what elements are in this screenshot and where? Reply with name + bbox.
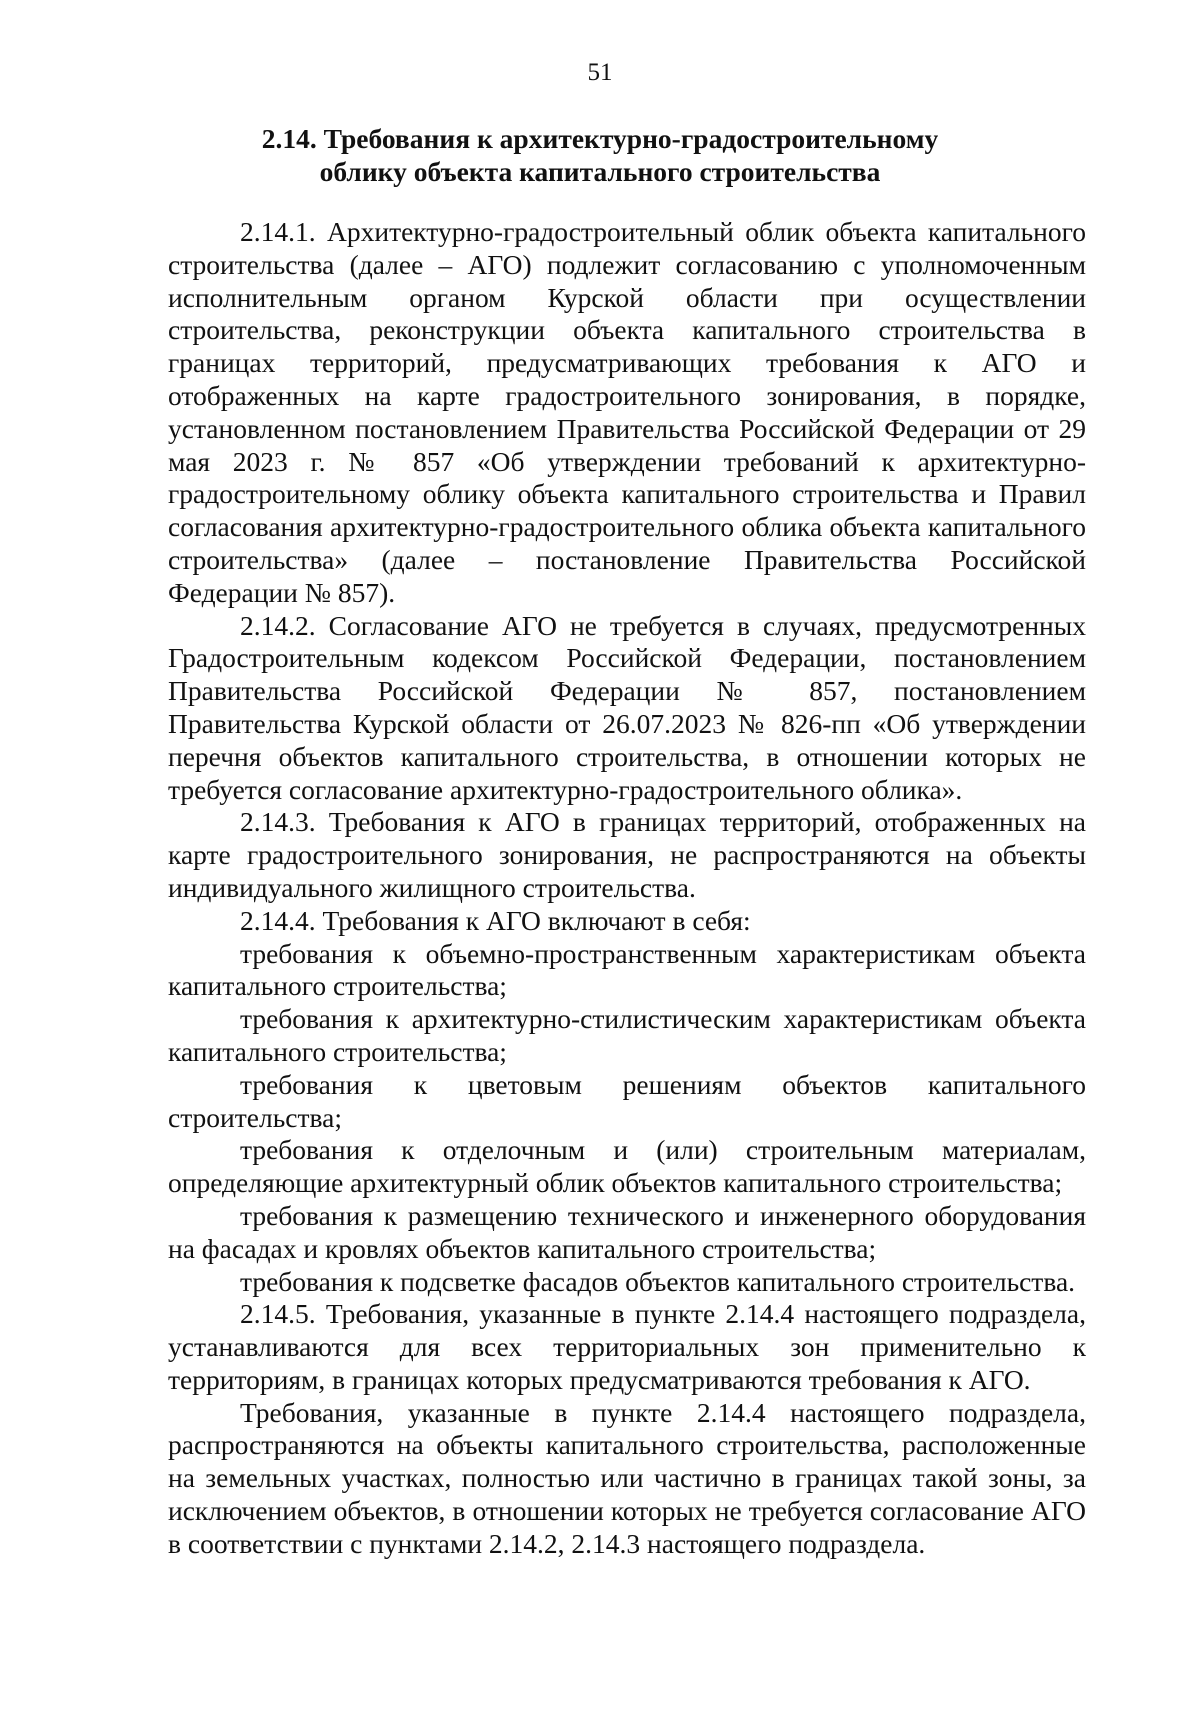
- section-heading-line-2: облику объекта капитального строительства: [319, 156, 881, 187]
- section-body: [168, 216, 1086, 1561]
- paragraph-2-14-3: 2.14.3. Требования к АГО в границах территорий, отображенных на карте градостроительного зонирования, не распространяются на объекты индивидуального жилищного строительства.: [168, 806, 1086, 903]
- paragraph-2-14-5: 2.14.5. Требования, указанные в пункте 2.14.4 настоящего подраздела, устанавливаются для всех территориальных зон применительно к территориям, в границах которых предусматриваются требования к АГО.: [168, 1298, 1086, 1395]
- paragraph-2-14-1: 2.14.1. Архитектурно-градостроительный облик объекта капитального строительства (далее – АГО) подлежит согласованию с уполномоченным исполнительным органом Курской области при осуществлении строительства, реконструкции объекта капитального строительства в границах территорий, предусматривающих требования к АГО и отображенных на карте градостроительного зонирования, в порядке, установленном постановлением Правительства Российской Федерации от 29 мая 2023 г. № 857 «Об утверждении требований к архитектурно-градостроительному облику объекта капитального строительства и Правил согласования архитектурно-градостроительного облика объекта капитального строительства» (далее – постановление Правительства Российской Федерации № 857).: [168, 216, 1086, 608]
- page-number: 51: [587, 59, 613, 86]
- section-heading-line-1: 2.14. Требования к архитектурно-градостроительному: [261, 123, 939, 154]
- requirement-volume-spatial: требования к объемно-пространственным характеристикам объекта капитального строительства;: [168, 937, 1086, 1002]
- paragraph-2-14-2: 2.14.2. Согласование АГО не требуется в случаях, предусмотренных Градостроительным кодексом Российской Федерации, постановлением Правительства Российской Федерации № 857, постановлением Правительства Курской области от 26.07.2023 № 826-пп «Об утверждении перечня объектов капитального строительства, в отношении которых не требуется согласование архитектурно-градостроительного облика».: [168, 609, 1086, 805]
- section-heading: [160, 122, 1040, 188]
- requirement-color-solutions: требования к цветовым решениям объектов капитального строительства;: [168, 1068, 1086, 1133]
- requirement-facade-lighting: требования к подсветке фасадов объектов капитального строительства.: [240, 1265, 1076, 1297]
- requirement-finishing-materials: требования к отделочным и (или) строительным материалам, определяющие архитектурный облик объектов капитального строительства;: [168, 1134, 1086, 1199]
- paragraph-requirements-scope: Требования, указанные в пункте 2.14.4 настоящего подраздела, распространяются на объекты капитального строительства, расположенные на земельных участках, полностью или частично в границах такой зоны, за исключением объектов, в отношении которых не требуется согласование АГО в соответствии с пунктами 2.14.2, 2.14.3 настоящего подраздела.: [168, 1396, 1086, 1559]
- requirement-architectural-stylistic: требования к архитектурно-стилистическим характеристикам объекта капитального строительства;: [168, 1003, 1086, 1067]
- paragraph-2-14-4: 2.14.4. Требования к АГО включают в себя:: [240, 904, 751, 936]
- requirement-equipment-placement: требования к размещению технического и инженерного оборудования на фасадах и кровлях объектов капитального строительства;: [168, 1199, 1086, 1264]
